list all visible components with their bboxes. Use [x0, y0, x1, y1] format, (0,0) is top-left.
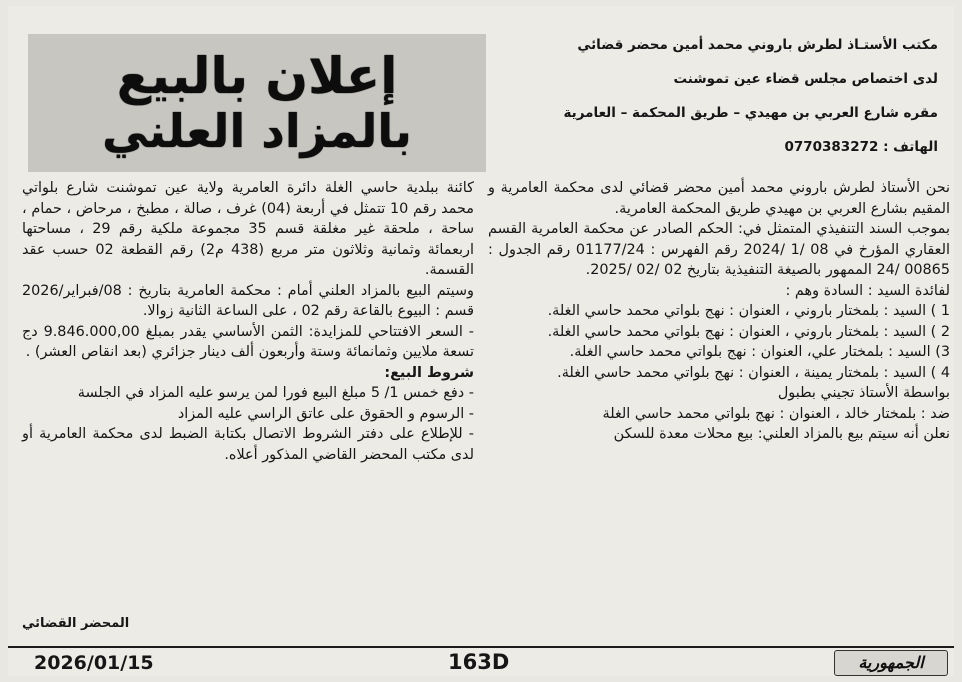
newspaper-page: [8, 6, 954, 676]
office-header: [488, 28, 938, 164]
bailiff-intro: نحن الأستاذ لطرش باروني محمد أمين محضر قضائي لدى محكمة العامرية و المقيم بشارع العربي بن مهيدي طريق المحكمة العامرية.: [488, 180, 950, 217]
represented-by: بواسطة الأستاذ تجيني بطبول: [777, 385, 950, 401]
office-name: مكتب الأستـاذ لطرش باروني محمد أمين محضر قضائي: [577, 37, 938, 53]
beneficiary-4: 4 ) السيد : بلمختار يمينة ، العنوان : نهج بلواتي محمد حاسي الغلة.: [557, 364, 950, 381]
banner-title-line1: إعلان بالبيع: [116, 47, 398, 105]
executive-order: بموجب السند التنفيذي المتمثل في: الحكم الصادر عن محكمة العامرية القسم العقاري المؤرخ في 08 /1 /2024 رقم الفهرس : 01177/24 رقم الجدول : 00865 /24 الممهور بالصيغة التنفيذية بتاريخ 02 /02 /2025.: [488, 221, 950, 278]
auction-venue-date: وسيتم البيع بالمزاد العلني أمام : محكمة العامرية بتاريخ : 08/فبراير/2026 قسم : البيوع بالقاعة رقم 02 ، على الساعة الثانية زوالا.: [22, 282, 474, 319]
against-party: ضد : بلمختار خالد ، العنوان : نهج بلواتي محمد حاسي الغلة: [602, 405, 950, 422]
office-address: مقره شارع العربي بن مهيدي – طريق المحكمة – العامرية: [563, 105, 938, 121]
page-footer: [8, 646, 954, 678]
beneficiary-1: 1 ) السيد : بلمختار باروني ، العنوان : نهج بلواتي محمد حاسي الغلة.: [547, 303, 950, 319]
newspaper-logo: الجمهورية: [834, 650, 948, 676]
banner-title-line2: بالمزاد العلني: [102, 104, 412, 158]
issue-date: 2026/01/15: [34, 652, 154, 674]
auction-banner: [28, 34, 486, 172]
sale-conditions-heading: شروط البيع:: [384, 364, 474, 381]
bailiff-signature: المحضر القضائي: [22, 616, 130, 631]
office-phone: الهاتف : 0770383272: [784, 139, 938, 155]
condition-fees: - الرسوم و الحقوق على عاتق الراسي عليه المزاد: [177, 405, 474, 422]
office-jurisdiction: لدى اختصاص مجلس قضاء عين تموشنت: [673, 71, 938, 87]
condition-payment: - دفع خمس 1/ 5 مبلغ البيع فورا لمن يرسو عليه المزاد في الجلسة: [77, 385, 474, 401]
beneficiary-3: 3) السيد : بلمختار علي، العنوان : نهج بلواتي محمد حاسي الغلة.: [569, 344, 950, 360]
right-column: [488, 178, 950, 445]
property-description: كائنة ببلدية حاسي الغلة دائرة العامرية ولاية عين تموشنت شارع بلواتي محمد رقم 10 تتمثل في أربعة (04) غرف ، صالة ، مطبخ ، مرحاض ، حمام ، ساحة ، ملحقة غير مغلقة قسم 35 مجموعة ملكية رقم 29 ، مساحتها اربعمائة وثمانية وثلاثون متر مربع (438 م2) رقم القطعة 02 حسب عقد القسمة.: [22, 180, 475, 278]
condition-info: - للإطلاع على دفتر الشروط الاتصال بكتابة الضبط لدى محكمة العامرية أو لدى مكتب المحضر القاضي المذكور أعلاه.: [22, 426, 474, 463]
opening-price: - السعر الافتتاحي للمزايدة: الثمن الأساسي يقدر بمبلغ 9.846.000,00 دج تسعة ملايين وثمانمائة وستة وأربعون ألف دينار جزائري (بعد انقاص العشر) .: [22, 323, 474, 360]
sale-announcement: نعلن أنه سيتم بيع بالمزاد العلني: بيع محلات معدة للسكن: [613, 426, 950, 442]
left-column: [22, 178, 474, 465]
beneficiaries-heading: لفائدة السيد : السادة وهم :: [785, 282, 950, 299]
page-number: 163D: [448, 650, 510, 674]
beneficiary-2: 2 ) السيد : بلمختار باروني ، العنوان : نهج بلواتي محمد حاسي الغلة.: [547, 323, 950, 340]
